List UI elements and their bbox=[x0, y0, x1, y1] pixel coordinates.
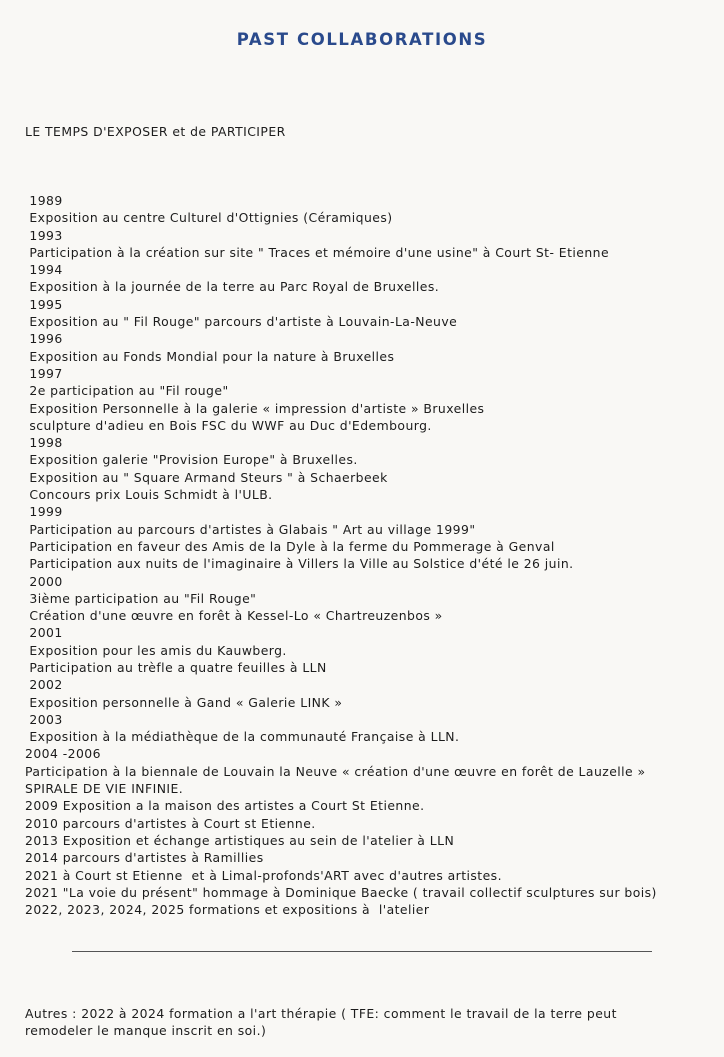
history-line: Participation au trèfle a quatre feuilles à LLN bbox=[25, 660, 327, 675]
section-heading: LE TEMPS D'EXPOSER et de PARTICIPER bbox=[25, 123, 286, 139]
history-line: Concours prix Louis Schmidt à l'ULB. bbox=[25, 487, 273, 503]
history-line: 1996 bbox=[25, 331, 63, 347]
history-line: Exposition à la médiathèque de la communauté Française à LLN. bbox=[25, 729, 460, 745]
history-line: 2003 bbox=[25, 711, 63, 727]
autres-line: Autres : 2022 à 2024 formation a l'art thérapie ( TFE: comment le travail de la terre peut bbox=[25, 1005, 617, 1021]
history-line: 2001 bbox=[25, 625, 63, 641]
history-line: Création d'une œuvre en forêt à Kessel-Lo « Chartreuzenbos » bbox=[25, 608, 443, 624]
history-line: 2022, 2023, 2024, 2025 formations et expositions à l'atelier bbox=[25, 902, 430, 918]
history-line: 3ième participation au "Fil Rouge" bbox=[25, 590, 257, 606]
collaborations-text bbox=[25, 88, 705, 1057]
history-line: Exposition Personnelle à la galerie « impression d'artiste » Bruxelles bbox=[25, 400, 485, 416]
history-line: sculpture d'adieu en Bois FSC du WWF au Duc d'Edembourg. bbox=[25, 417, 432, 433]
history-line: 2002 bbox=[25, 677, 63, 693]
history-line: 2009 Exposition a la maison des artistes a Court St Etienne. bbox=[25, 798, 425, 814]
history-line: 1998 bbox=[25, 435, 63, 451]
history-line: Exposition au " Square Armand Steurs " à Schaerbeek bbox=[25, 469, 388, 485]
history-line: 1989 bbox=[25, 192, 63, 208]
history-line: Participation à la biennale de Louvain la Neuve « création d'une œuvre en forêt de Lauzelle » bbox=[25, 763, 646, 779]
history-line: Exposition galerie "Provision Europe" à Bruxelles. bbox=[25, 452, 358, 468]
history-line: 2013 Exposition et échange artistiques au sein de l'atelier à LLN bbox=[25, 832, 455, 848]
history-line: Exposition personnelle à Gand « Galerie LINK » bbox=[25, 694, 343, 710]
history-line: Exposition pour les amis du Kauwberg. bbox=[25, 642, 287, 658]
autres-line: remodeler le manque inscrit en soi.) bbox=[25, 1022, 267, 1038]
history-line: Participation en faveur des Amis de la Dyle à la ferme du Pommerage à Genval bbox=[25, 538, 555, 554]
history-line: 1999 bbox=[25, 504, 63, 520]
history-line: 2021 "La voie du présent" hommage à Dominique Baecke ( travail collectif sculptures sur bois) bbox=[25, 884, 657, 900]
history-line: 1993 bbox=[25, 227, 63, 243]
history-line: 2004 -2006 bbox=[25, 746, 101, 762]
history-line: 2021 à Court st Etienne et à Limal-profonds'ART avec d'autres artistes. bbox=[25, 867, 502, 883]
autres-paragraph bbox=[25, 1005, 705, 1040]
history-line: 2014 parcours d'artistes à Ramillies bbox=[25, 850, 264, 866]
history-line: 2e participation au "Fil rouge" bbox=[25, 383, 229, 399]
history-list bbox=[25, 192, 705, 918]
divider-line bbox=[72, 951, 652, 952]
history-line: Exposition à la journée de la terre au Parc Royal de Bruxelles. bbox=[25, 279, 440, 295]
history-line: 1997 bbox=[25, 365, 63, 381]
history-line: 1995 bbox=[25, 296, 63, 312]
history-line: Exposition au centre Culturel d'Ottignies (Céramiques) bbox=[25, 210, 393, 226]
page-title: PAST COLLABORATIONS bbox=[236, 30, 488, 49]
history-line: 2000 bbox=[25, 573, 63, 589]
history-line: Exposition au " Fil Rouge" parcours d'artiste à Louvain-La-Neuve bbox=[25, 314, 458, 330]
history-line: SPIRALE DE VIE INFINIE. bbox=[25, 781, 184, 797]
history-line: Participation à la création sur site " Traces et mémoire d'une usine" à Court St- Etienne bbox=[25, 244, 610, 260]
history-line: 2010 parcours d'artistes à Court st Etienne. bbox=[25, 815, 316, 831]
history-line: Exposition au Fonds Mondial pour la nature à Bruxelles bbox=[25, 348, 395, 364]
history-line: Participation au parcours d'artistes à Glabais " Art au village 1999" bbox=[25, 521, 476, 537]
history-line: Participation aux nuits de l'imaginaire à Villers la Ville au Solstice d'été le 26 juin. bbox=[25, 556, 574, 572]
history-line: 1994 bbox=[25, 262, 63, 278]
